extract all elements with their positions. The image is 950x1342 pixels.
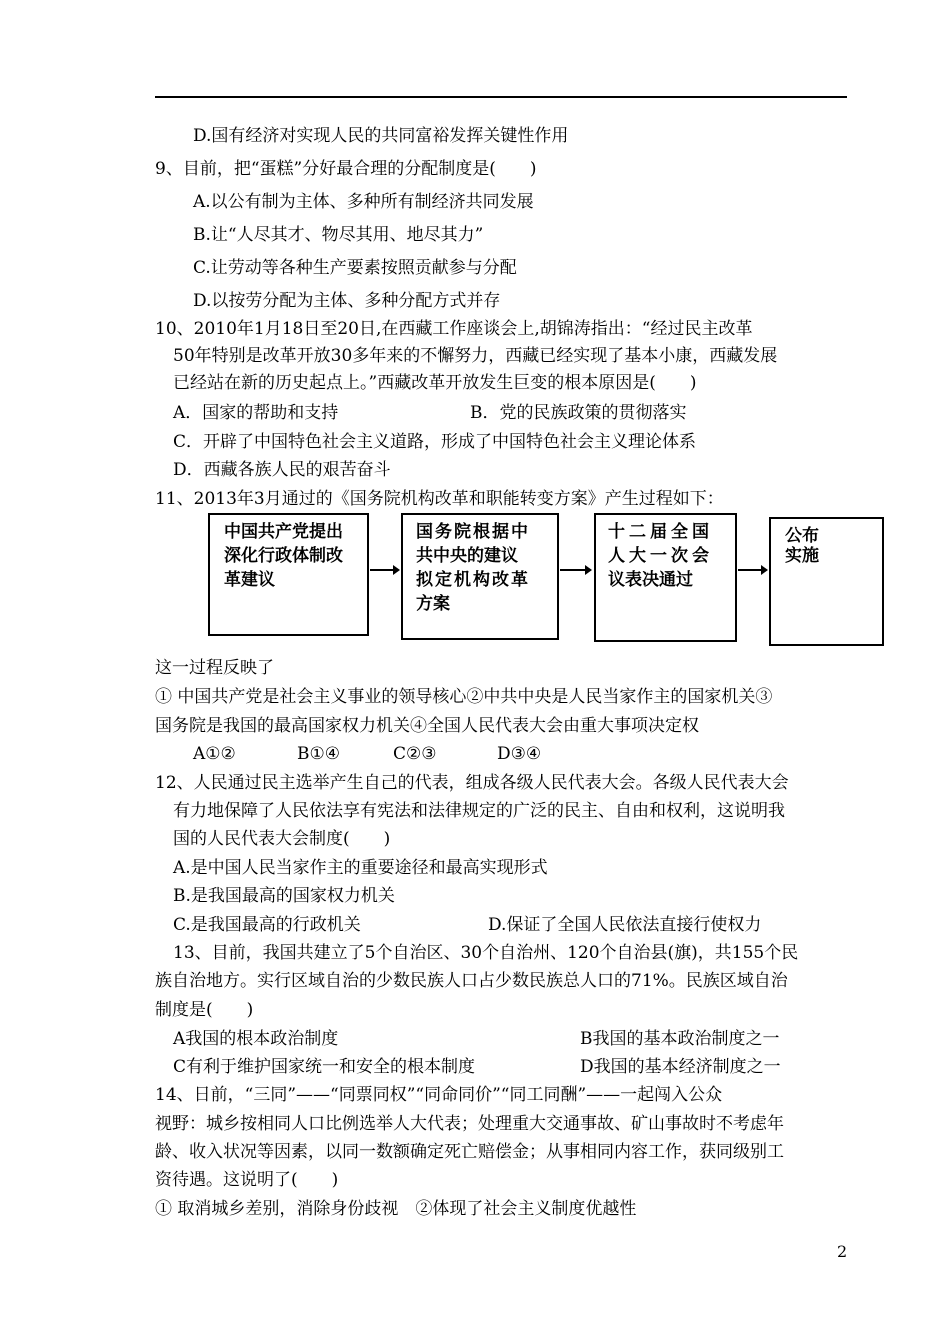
q10-stem-line3: 已经站在新的历史起点上。”西藏改革开放发生巨变的根本原因是( )	[173, 373, 697, 393]
q10-option-c: C．开辟了中国特色社会主义道路，形成了中国特色社会主义理论体系	[173, 432, 697, 452]
flow-box3-line1: 十二届全国	[608, 522, 713, 542]
flow-box-publish	[769, 517, 884, 646]
q12-option-b: B.是我国最高的国家权力机关	[173, 886, 395, 906]
flow-arrow-2	[560, 569, 590, 571]
q13-stem-line3: 制度是( )	[155, 1000, 254, 1020]
flow-box3-line2: 人大一次会	[608, 546, 713, 566]
flow-box2-line2: 共中央的建议	[416, 546, 518, 566]
flow-box-party-proposal	[208, 513, 369, 636]
q11-question: 这一过程反映了	[155, 658, 274, 678]
flow-arrow-1	[370, 569, 398, 571]
q10-option-b: B．党的民族政策的贯彻落实	[470, 403, 687, 423]
q12-stem-line2: 有力地保障了人民依法享有宪法和法律规定的广泛的民主、自由和权利，这说明我	[173, 801, 785, 821]
flow-box2-line3: 拟定机构改革	[416, 570, 530, 590]
q11-option-c: C②③	[393, 744, 437, 764]
q13-stem-line2: 族自治地方。实行区域自治的少数民族人口占少数民族总人口的71%。民族区域自治	[155, 971, 788, 991]
q14-stem-line1: 14、日前，“三同”——“同票同权”“同命同价”“同工同酬”——一起闯入公众	[155, 1085, 723, 1105]
flow-box4-line1: 公布	[785, 526, 819, 546]
q11-statements-line1: ① 中国共产党是社会主义事业的领导核心②中共中央是人民当家作主的国家机关③	[155, 687, 773, 707]
q14-stem-line4: 资待遇。这说明了( )	[155, 1170, 339, 1190]
q14-stem-line2: 视野：城乡按相同人口比例选举人大代表；处理重大交通事故、矿山事故时不考虑年	[155, 1114, 784, 1134]
flow-arrow-3	[738, 569, 766, 571]
q13-stem-line1: 13、目前，我国共建立了5个自治区、30个自治州、120个自治县(旗)，共155个民	[173, 943, 799, 963]
q9-option-d: D.以按劳分配为主体、多种分配方式并存	[193, 291, 501, 311]
flow-box2-line1: 国务院根据中	[416, 522, 530, 542]
flow-box-npc-vote	[594, 513, 737, 642]
q11-option-a: A①②	[193, 744, 236, 764]
q11-statements-line2: 国务院是我国的最高国家权力机关④全国人民代表大会由重大事项决定权	[155, 716, 699, 736]
q11-option-b: B①④	[297, 744, 340, 764]
q12-option-d: D.保证了全国人民依法直接行使权力	[488, 915, 762, 935]
q13-option-d: D我国的基本经济制度之一	[580, 1057, 781, 1077]
q10-stem-line1: 10、2010年1月18日至20日,在西藏工作座谈会上,胡锦涛指出：“经过民主改革	[155, 319, 753, 339]
q12-stem-line1: 12、人民通过民主选举产生自己的代表，组成各级人民代表大会。各级人民代表大会	[155, 773, 789, 793]
q14-stem-line3: 龄、收入状况等因素，以同一数额确定死亡赔偿金；从事相同内容工作，获同级别工	[155, 1142, 784, 1162]
q13-option-a: A我国的根本政治制度	[173, 1029, 339, 1049]
q9-option-c: C.让劳动等各种生产要素按照贡献参与分配	[193, 258, 517, 278]
q13-option-b: B我国的基本政治制度之一	[580, 1029, 780, 1049]
q8-option-d: D.国有经济对实现人民的共同富裕发挥关键性作用	[193, 126, 569, 146]
q9-stem: 9、目前，把“蛋糕”分好最合理的分配制度是( )	[155, 159, 537, 179]
q10-option-d: D．西藏各族人民的艰苦奋斗	[173, 460, 391, 480]
flow-box2-line4: 方案	[416, 594, 450, 614]
q11-stem: 11、2013年3月通过的《国务院机构改革和职能转变方案》产生过程如下：	[155, 489, 724, 509]
flow-box4-line2: 实施	[785, 546, 819, 566]
flow-box1-line1: 中国共产党提出	[224, 522, 343, 542]
flow-box1-line2: 深化行政体制改	[224, 546, 343, 566]
q10-stem-line2: 50年特别是改革开放30多年来的不懈努力，西藏已经实现了基本小康，西藏发展	[173, 346, 778, 366]
q14-statements: ① 取消城乡差别，消除身份歧视 ②体现了社会主义制度优越性	[155, 1199, 637, 1219]
q9-option-a: A.以公有制为主体、多种所有制经济共同发展	[193, 192, 534, 212]
q12-stem-line3: 国的人民代表大会制度( )	[173, 829, 391, 849]
header-rule	[155, 96, 847, 98]
page-number: 2	[837, 1242, 848, 1261]
flow-box1-line3: 革建议	[224, 570, 275, 590]
q13-option-c: C有利于维护国家统一和安全的根本制度	[173, 1057, 476, 1077]
q9-option-b: B.让“人尽其才、物尽其用、地尽其力”	[193, 225, 484, 245]
q12-option-a: A.是中国人民当家作主的重要途径和最高实现形式	[173, 858, 548, 878]
flow-box-state-council-plan	[401, 513, 559, 640]
q12-option-c: C.是我国最高的行政机关	[173, 915, 361, 935]
flow-box3-line3: 议表决通过	[608, 570, 693, 590]
q11-option-d: D③④	[497, 744, 542, 764]
q10-option-a: A．国家的帮助和支持	[173, 403, 339, 423]
